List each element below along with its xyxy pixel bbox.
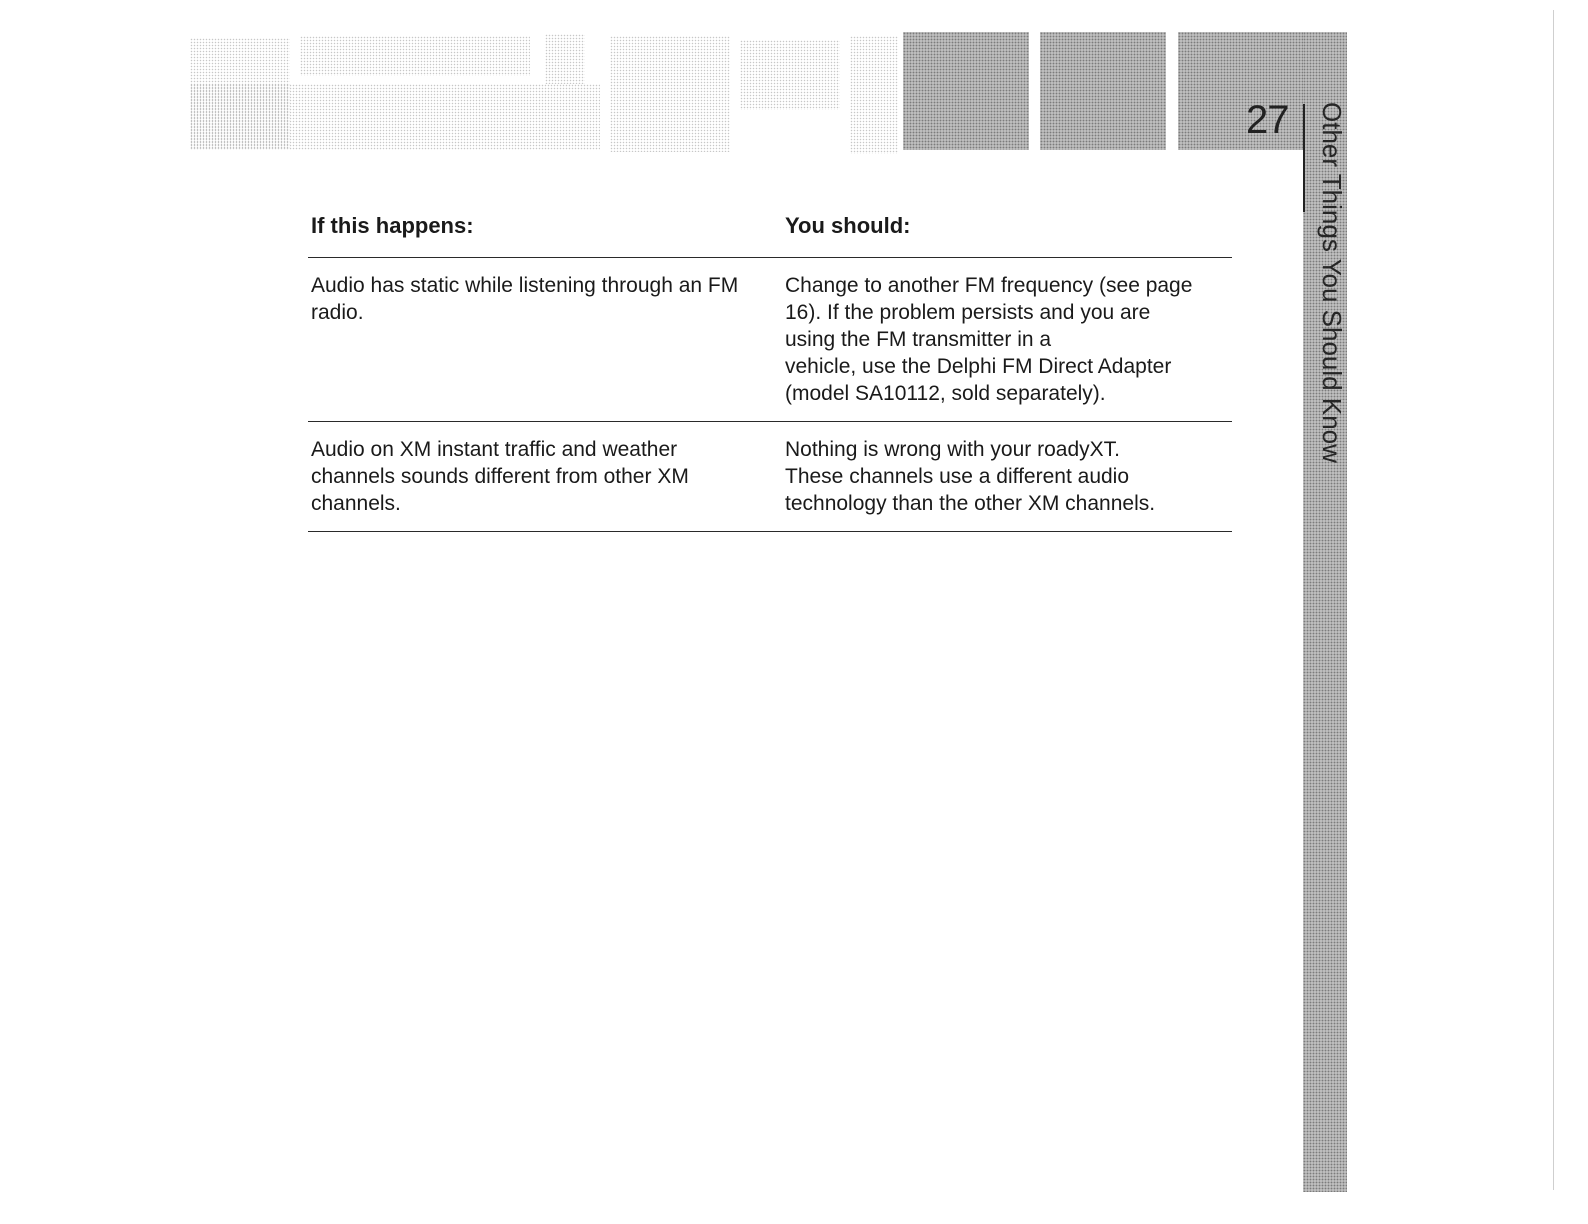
table-row <box>308 422 1232 532</box>
solution-line: vehicle, use the Delphi FM Direct Adapter <box>785 355 1172 378</box>
pattern-fragment <box>545 34 585 84</box>
header-gray-block <box>1040 32 1166 150</box>
troubleshooting-table <box>308 198 1232 532</box>
solution-line: Nothing is wrong with your roadyXT. <box>785 438 1120 461</box>
scan-edge-line <box>1553 10 1554 1190</box>
table-header-row <box>308 198 1232 258</box>
solution-line: These channels use a different audio <box>785 465 1130 488</box>
problem-cell: Audio on XM instant traffic and weather channels sounds different from other XM channels. <box>311 438 689 515</box>
solution-line: (model SA10112, sold separately). <box>785 382 1106 405</box>
solution-line: Change to another FM frequency (see page <box>785 274 1193 297</box>
solution-cell <box>782 422 1232 532</box>
solution-line: technology than the other XM channels. <box>785 492 1156 515</box>
page-number: 27 <box>1246 98 1289 142</box>
table-row <box>308 258 1232 422</box>
section-title: Other Things You Should Know <box>1317 102 1347 463</box>
pattern-fragment <box>190 84 600 150</box>
page-number-divider <box>1303 104 1305 212</box>
pattern-fragment <box>850 36 898 154</box>
pattern-fragment <box>300 36 530 76</box>
solution-cell <box>782 258 1232 422</box>
problem-cell: Audio has static while listening through an FM radio. <box>311 274 739 324</box>
column-header-problem: If this happens: <box>311 213 474 238</box>
column-header-solution: You should: <box>785 213 911 238</box>
pattern-fragment <box>610 36 730 152</box>
pattern-fragment <box>740 40 840 110</box>
solution-line: 16). If the problem persists and you are <box>785 301 1151 324</box>
header-decorative-pattern <box>0 0 1588 170</box>
solution-line: using the FM transmitter in a <box>785 328 1052 351</box>
header-gray-block <box>903 32 1029 150</box>
